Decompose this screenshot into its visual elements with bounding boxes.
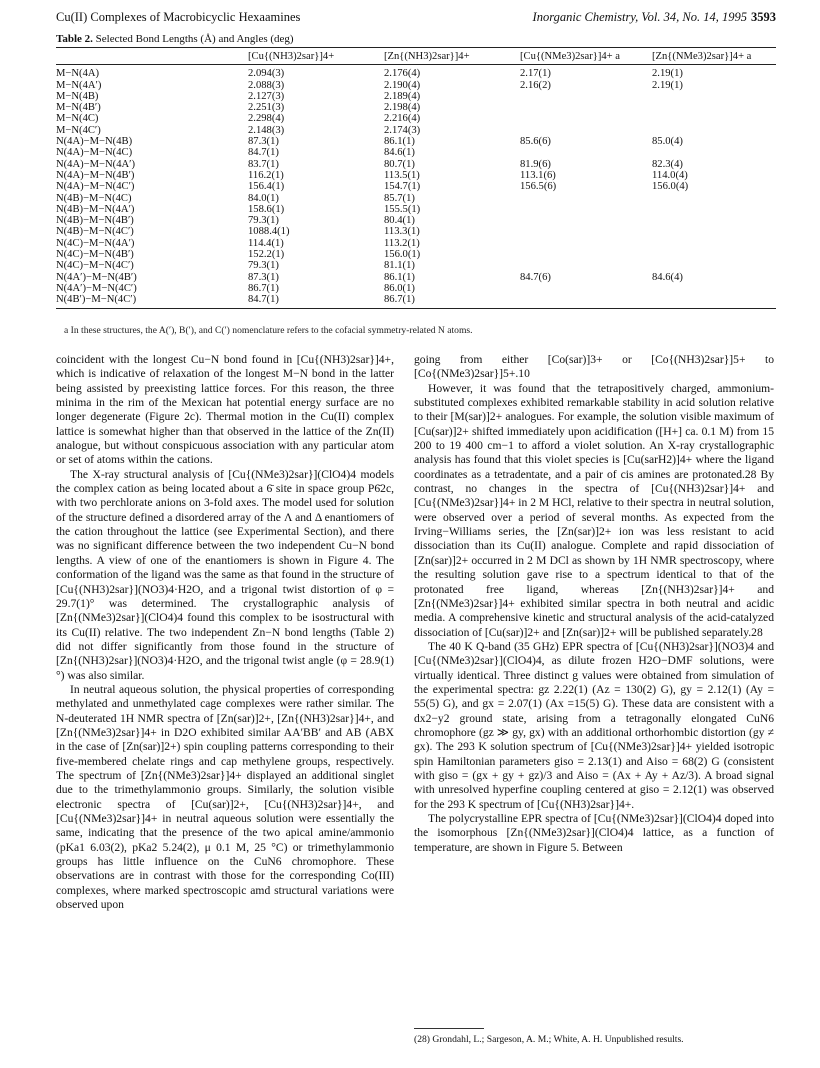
bond-data-table: [56, 47, 776, 309]
bond-label-cell: N(4B′)−M−N(4C′): [56, 294, 248, 308]
value-cell: [520, 226, 652, 237]
value-cell: 84.7(1): [248, 147, 279, 159]
value-cell: [652, 147, 776, 158]
value-cell: 2.19(1): [652, 79, 683, 91]
bond-label-cell: N(4C)−M−N(4C′): [56, 260, 134, 272]
bond-label-cell: N(4B)−M−N(4B′): [56, 215, 134, 227]
value-cell: 82.3(4): [652, 158, 683, 170]
right-text-column: [414, 353, 774, 855]
value-cell: 86.7(1): [384, 294, 520, 308]
value-cell: 155.5(1): [384, 203, 421, 215]
value-cell: 86.1(1): [384, 136, 415, 148]
value-cell: 84.6(4): [652, 271, 683, 283]
table-row: [56, 204, 776, 215]
value-cell: 2.19(1): [652, 68, 683, 80]
value-cell: 84.6(1): [384, 147, 415, 159]
table-header-row: [56, 48, 776, 65]
table-row: [56, 226, 776, 237]
value-cell: [520, 249, 652, 260]
table-row: [56, 193, 776, 204]
value-cell: 114.4(1): [248, 237, 284, 249]
value-cell: 2.16(2): [520, 79, 551, 91]
value-cell: 156.5(6): [520, 181, 557, 193]
value-cell: 158.6(1): [248, 203, 285, 215]
value-cell: [652, 215, 776, 226]
bond-label-cell: M−N(4B′): [56, 102, 101, 114]
value-cell: 2.198(4): [384, 102, 421, 114]
paragraph: The polycrystalline EPR spectra of [Cu{(NMe3)2sar}](ClO4)4 doped into the isomorphous [Zn{(NMe3)2sar}](ClO4)4 lattice, as a function of temperature, are shown in Figure 5. Between: [414, 812, 774, 854]
left-text-column: [56, 353, 394, 912]
value-cell: 113.5(1): [384, 169, 420, 181]
table-row: [56, 181, 776, 192]
column-header: [Cu{(NH3)2sar}]4+: [248, 48, 384, 65]
table-row: [56, 65, 776, 80]
value-cell: 84.0(1): [248, 192, 279, 204]
value-cell: [520, 215, 652, 226]
table-row: [56, 294, 776, 308]
value-cell: [520, 147, 652, 158]
value-cell: 113.1(6): [520, 169, 556, 181]
table-row: [56, 260, 776, 271]
paragraph: In neutral aqueous solution, the physical properties of corresponding methylated and unmethylated cage complexes were rather similar. The N-deuterated 1H NMR spectra of [Zn(sar)]2+, [Zn{(NH3)2sar}]4+, and [Zn{(NMe3)2sar}]4+ in D2O exhibited similar AA′BB′ and AB (ABX in the case of [Zn(sar)]2+) spin coupling patterns corresponding to their five-membered chelate rings and cap methylene groups, respectively. The spectrum of [Zn{(NMe3)2sar}]4+ displayed an additional singlet due to the trimethylammonio groups. Similarly, the solution visible electronic spectra of [Cu(sar)]2+, [Cu{(NH3)2sar}]4+, and [Cu{(NMe3)2sar}]4+ in neutral aqueous solution were essentially the same, indicating that the presence of the two apical amine/ammonio (pKa1 6.03(2), pKa2 5.24(2), μ 0.1 M, 25 °C) or trimethylammonio groups has little influence on the CuN6 chromophore. These observations are in contrast with those for the corresponding Co(III) complexes, where marked spectroscopic amd structural variations were observed upon: [56, 682, 394, 912]
value-cell: 154.7(1): [384, 181, 421, 193]
bond-label-cell: N(4A)−M−N(4A′): [56, 158, 135, 170]
value-cell: [652, 102, 776, 113]
value-cell: [652, 226, 776, 237]
bond-label-cell: N(4A)−M−N(4B′): [56, 169, 135, 181]
table-row: [56, 136, 776, 147]
value-cell: 156.0(1): [384, 249, 421, 261]
value-cell: 87.3(1): [248, 136, 279, 148]
value-cell: [652, 125, 776, 136]
table-label: Table 2.: [56, 33, 93, 45]
value-cell: [520, 102, 652, 113]
value-cell: [652, 113, 776, 124]
column-header: [Zn{(NMe3)2sar}]4+ a: [652, 48, 776, 65]
value-cell: 2.17(1): [520, 68, 551, 80]
table-row: [56, 170, 776, 181]
value-cell: 2.298(4): [248, 113, 285, 125]
value-cell: [520, 193, 652, 204]
value-cell: 2.174(3): [384, 124, 421, 136]
bond-label-cell: N(4A)−M−N(4C′): [56, 181, 135, 193]
value-cell: [520, 283, 652, 294]
paragraph: The X-ray structural analysis of [Cu{(NMe3)2sar}](ClO4)4 models the complex cation as being located about a 6̄ site in space group P6̄2c, with two perchlorate anions on 3-fold axes. The model used for solution of the structure defined a disordered array of the Λ and Δ enantiomers of the cation throughout the lattice (see Experimental Section), and there was no significant difference between the two independent Cu−N bond lengths. A view of one of the enantiomers is shown in Figure 4. The conformation of the ligand was the same as that found in the structure of [Cu{(NH3)2sar}](NO3)4·H2O, and a trigonal twist distortion of φ = 29.7(1)° was determined. The crystallographic analysis of [Zn{(NMe3)2sar}](ClO4)4 found this complex to be isostructural with its Cu(II) relative. The two independent Zn−N bond lengths (Table 2) did not differ significantly from those found in the structure of [Zn{(NH3)2sar}](NO3)4·H2O, and the trigonal twist angle (φ = 28.9(1)°) was also similar.: [56, 467, 394, 682]
value-cell: 2.251(3): [248, 102, 285, 114]
table-row: [56, 249, 776, 260]
value-cell: 80.7(1): [384, 158, 415, 170]
value-cell: 156.4(1): [248, 181, 285, 193]
bond-label-cell: N(4B)−M−N(4C′): [56, 226, 134, 238]
value-cell: 114.0(4): [652, 169, 688, 181]
value-cell: [520, 113, 652, 124]
value-cell: [652, 249, 776, 260]
table-row: [56, 102, 776, 113]
value-cell: [652, 283, 776, 294]
table-row: [56, 80, 776, 91]
table-row: [56, 283, 776, 294]
value-cell: 2.189(4): [384, 90, 421, 102]
bond-label-cell: N(4A′)−M−N(4B′): [56, 271, 137, 283]
bond-label-cell: M−N(4C): [56, 113, 99, 125]
value-cell: 2.088(3): [248, 79, 285, 91]
value-cell: 86.1(1): [384, 271, 415, 283]
table-row: [56, 147, 776, 158]
value-cell: [520, 238, 652, 249]
paragraph: going from either [Co(sar)]3+ or [Co{(NH3)2sar}]5+ to [Co{(NMe3)2sar}]5+.10: [414, 353, 774, 381]
value-cell: [520, 294, 652, 308]
value-cell: 80.4(1): [384, 215, 415, 227]
table-body: [56, 65, 776, 308]
table-caption: [56, 33, 294, 45]
value-cell: 152.2(1): [248, 249, 285, 261]
running-title: Cu(II) Complexes of Macrobicyclic Hexaamines: [56, 10, 301, 24]
value-cell: [520, 260, 652, 271]
value-cell: [652, 204, 776, 215]
value-cell: [652, 91, 776, 102]
value-cell: 84.7(1): [248, 294, 384, 308]
value-cell: 2.148(3): [248, 124, 285, 136]
value-cell: [520, 91, 652, 102]
value-cell: 113.2(1): [384, 237, 420, 249]
value-cell: 86.7(1): [248, 282, 279, 294]
paragraph: However, it was found that the tetrapositively charged, ammonium-substituted complexes exhibited remarkable stability in acid solution relative to their [M(sar)]2+ analogues. For example, the solution visible maximum of [Cu(sar)]2+ shifted immediately upon acidification ([H+] ca. 0.1 M) from 15 200 to 19 400 cm−1 to afford a violet solution. An X-ray crystallographic analysis has found that this violet species is [Cu(sarH2)]4+ where the ligand coordinates as a tetradentate, and a pair of cis amines are protonated.28 By contrast, no changes in the spectra of [Cu{(NH3)2sar}]4+ and [Cu{(NMe3)2sar}]4+ in 2 M HCl, relative to their spectra in neutral solution, were observed over a period of several months. As expected from the Irving−Williams series, the [Zn(sar)]2+ ion was less resistant to acid dissociation than its Cu(II) analogue. Complete and rapid dissociation of [Zn(sar)]2+ occurred in 2 M DCl as shown by 1H NMR spectroscopy, where the resulting solution gave rise to a spectrum identical to that of the protonated free ligand, whereas [Zn{(NH3)2sar}]4+ and [Zn{(NMe3)2sar}]4+ exhibited similar spectra in both neutral and acidic media. A comprehensive kinetic and structural analysis of the acid-catalyzed dissociation of [Cu(sar)]2+ and [Zn(sar)]2+ will be published separately.28: [414, 381, 774, 639]
value-cell: 1088.4(1): [248, 226, 290, 238]
value-cell: 87.3(1): [248, 271, 279, 283]
value-cell: [652, 238, 776, 249]
value-cell: 116.2(1): [248, 169, 284, 181]
table-row: [56, 113, 776, 124]
value-cell: 79.3(1): [248, 215, 279, 227]
reference-divider: [414, 1028, 484, 1029]
value-cell: 85.7(1): [384, 192, 415, 204]
value-cell: [652, 294, 776, 308]
value-cell: [520, 204, 652, 215]
column-header: [Zn{(NH3)2sar}]4+: [384, 48, 520, 65]
paragraph: coincident with the longest Cu−N bond found in [Cu{(NH3)2sar}]4+, which is indicative of relaxation of the longest M−N bond in the latter being assisted by preexisting lattice forces. For this reason, the three minima in the rim of the Mexican hat potential energy surface are no longer degenerate (Figure 2c). Thermal motion in the Cu(II) complex lattice is somewhat higher than that observed in the lattice of the Zn(II) analogue, but without conspicuous association with any particular atom or set of atoms within the cations.: [56, 353, 394, 467]
table-title: Selected Bond Lengths (Å) and Angles (deg): [95, 33, 294, 45]
table-row: [56, 272, 776, 283]
value-cell: 156.0(4): [652, 181, 689, 193]
bond-label-cell: M−N(4C′): [56, 124, 101, 136]
bond-label-cell: M−N(4A′): [56, 79, 102, 91]
bond-label-cell: M−N(4B): [56, 90, 99, 102]
table-row: [56, 159, 776, 170]
paragraph: The 40 K Q-band (35 GHz) EPR spectra of [Cu{(NH3)2sar}](NO3)4 and [Cu{(NMe3)2sar}](ClO4)4, as dilute frozen H2O−DMF solutions, were virtually identical. Three distinct g values were obtained from simulation of the experimental spectra: gz 2.22(1) (Az = 130(2) G), gy = 2.12(1) (Ay = 55(5) G), and gx = 2.07(1) (Ax =15(5) G). These data are consistent with a dx2−y2 ground state, arising from a tetragonally elongated CuN6 chromophore (gz ≫ gy, gx) with an additional orthorhombic distortion (gy ≠ gx). The 293 K solution spectrum of [Cu{(NMe3)2sar}]4+ yielded isotropic spin Hamiltonian parameters giso = 2.13(1) and Aiso = 68(2) G (consistent with giso = (gx + gy + gz)/3 and Aiso = (Ax + Ay + Az/3). A broad signal with unresolved hyperfine coupling centered at giso = 2.12(1) was observed for the 293 K spectrum of [Cu{(NH3)2sar}]4+.: [414, 639, 774, 811]
value-cell: 81.9(6): [520, 158, 551, 170]
value-cell: 79.3(1): [248, 260, 279, 272]
bond-label-cell: M−N(4A): [56, 68, 100, 80]
bond-label-cell: N(4C)−M−N(4A′): [56, 237, 135, 249]
table-row: [56, 91, 776, 102]
journal-name: Inorganic Chemistry, Vol. 34, No. 14, 1995: [532, 10, 747, 24]
value-cell: [652, 260, 776, 271]
value-cell: [652, 193, 776, 204]
table-row: [56, 238, 776, 249]
value-cell: 2.216(4): [384, 113, 421, 125]
bond-label-cell: N(4C)−M−N(4B′): [56, 249, 134, 261]
bond-label-cell: N(4A)−M−N(4C): [56, 147, 133, 159]
value-cell: 81.1(1): [384, 260, 415, 272]
bond-label-cell: N(4B)−M−N(4C): [56, 192, 132, 204]
column-header: [56, 48, 248, 65]
value-cell: 2.127(3): [248, 90, 285, 102]
table-footnote: a In these structures, the A(′), B(′), and C(′) nomenclature refers to the cofacial symmetry-related N atoms.: [64, 325, 473, 336]
value-cell: 2.190(4): [384, 79, 421, 91]
value-cell: 2.176(4): [384, 68, 421, 80]
bond-label-cell: N(4A′)−M−N(4C′): [56, 282, 137, 294]
value-cell: 84.7(6): [520, 271, 551, 283]
table-row: [56, 125, 776, 136]
value-cell: 85.0(4): [652, 136, 683, 148]
value-cell: [520, 125, 652, 136]
value-cell: 113.3(1): [384, 226, 420, 238]
bond-label-cell: N(4A)−M−N(4B): [56, 136, 133, 148]
table-row: [56, 215, 776, 226]
page-number: 3593: [751, 10, 776, 24]
value-cell: 85.6(6): [520, 136, 551, 148]
value-cell: 2.094(3): [248, 68, 285, 80]
value-cell: 86.0(1): [384, 282, 415, 294]
value-cell: 83.7(1): [248, 158, 279, 170]
page-header: [56, 10, 776, 28]
column-header: [Cu{(NMe3)2sar}]4+ a: [520, 48, 652, 65]
reference-28: (28) Grondahl, L.; Sargeson, A. M.; White, A. H. Unpublished results.: [414, 1034, 684, 1045]
journal-citation: [533, 10, 776, 25]
bond-table: [56, 47, 776, 309]
bond-label-cell: N(4B)−M−N(4A′): [56, 203, 135, 215]
